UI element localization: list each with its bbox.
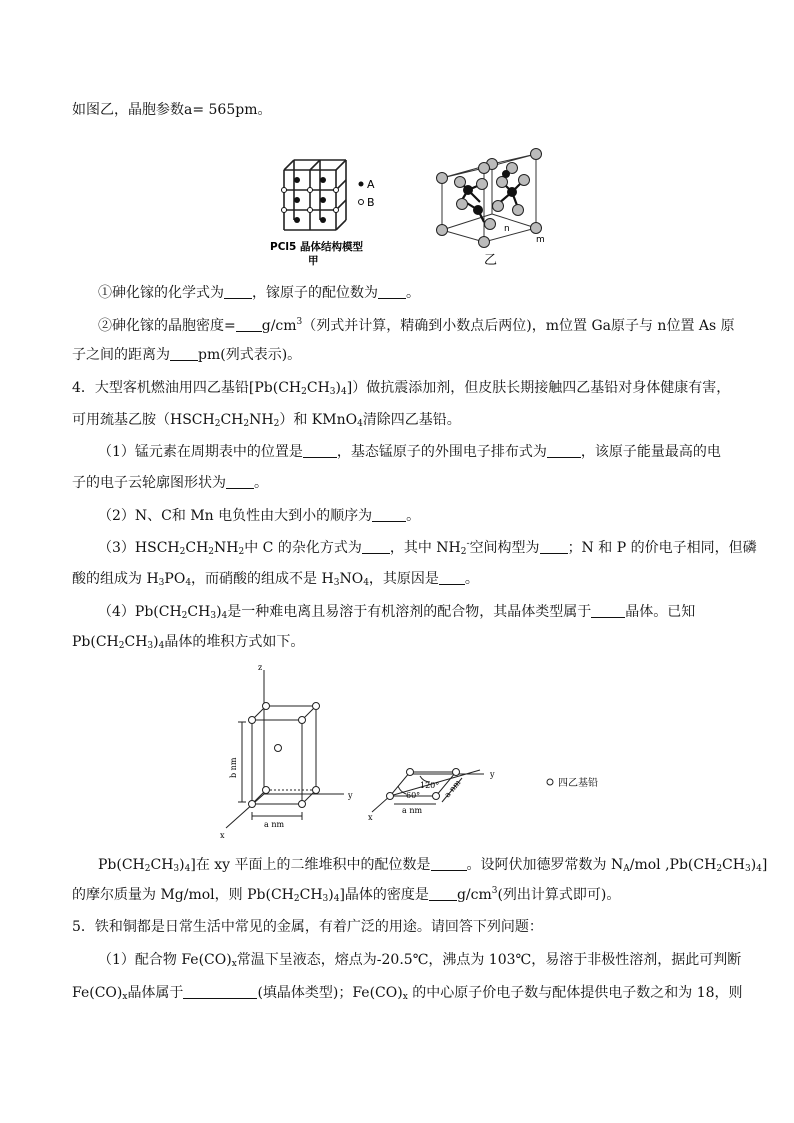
q5-part1-line-2: $Fe(CO)_x$晶体属于 (填晶体类型)；$Fe(CO)_x$ 的中心原子价电子数与配体提供电子数之和为 18，则	[72, 985, 743, 1002]
plane-x-label: x	[368, 813, 373, 822]
angle-60-label: 60°	[406, 791, 421, 800]
answer-blank[interactable]	[226, 474, 254, 489]
answer-blank[interactable]	[183, 984, 257, 999]
answer-blank[interactable]	[431, 856, 467, 871]
q3-line-2: ②砷化镓的晶胞密度= $g/cm^3$（列式并计算，精确到小数点后两位)，m位置 Ga原子与 n位置 As 原	[98, 317, 735, 334]
label-n: n	[504, 224, 510, 234]
answer-blank[interactable]	[439, 570, 465, 585]
legend-pb-label: 四乙基铅	[558, 778, 598, 789]
b-nm-label: b nm	[229, 757, 238, 778]
figure-label-yi: 乙	[484, 253, 498, 268]
q4-part3-line-2: 酸的组成为 $H_3PO_4$，而硝酸的组成不是 $H_3NO_4$，其原因是 。	[72, 571, 479, 588]
figure-label-jia: 甲	[308, 255, 319, 267]
q4-part1-line-1: （1）锰元素在周期表中的位置是 ，基态锰原子的外围电子排布式为 ，该原子能量最高的电	[98, 444, 721, 460]
intro-line: 如图乙，晶胞参数a= 565pm。	[72, 102, 272, 118]
plane-a-nm-label: a nm	[402, 806, 423, 815]
q4-intro-line-1: 4．大型客机燃油用四乙基铅$[Pb(CH_2CH_3)_4]$）做抗震添加剂，但皮肤长期接触四乙基铅对身体健康有害，	[72, 380, 731, 397]
axis-z-label: z	[258, 663, 263, 672]
answer-blank[interactable]	[303, 443, 337, 458]
gaas-unit-cell-diagram	[432, 138, 562, 268]
pcl5-caption: PCl5 晶体结构模型	[270, 241, 363, 253]
answer-blank[interactable]	[236, 317, 262, 332]
q4-part4-line-2: $Pb(CH_2CH_3)_4$晶体的堆积方式如下。	[72, 634, 305, 651]
q3-line-3: 子之间的距离为 pm(列式表示)。	[72, 347, 302, 363]
answer-blank[interactable]	[547, 443, 581, 458]
axis-y-label: y	[348, 791, 353, 800]
answer-blank[interactable]	[591, 603, 625, 618]
answer-blank[interactable]	[170, 346, 198, 361]
pb-stacking-diagram	[212, 662, 632, 842]
q4-part2-line: （2）N、C和 Mn 电负性由大到小的顺序为 。	[98, 508, 421, 524]
pcl5-lattice-diagram	[268, 150, 388, 272]
answer-blank[interactable]	[362, 539, 390, 554]
q4-part4-line-3: $Pb(CH_2CH_3)_4$]在 xy 平面上的二维堆积中的配位数是 。设阿伏加德罗常数为 $N_A$/mol $,Pb(CH_2CH_3)_4$]	[98, 857, 768, 874]
answer-blank[interactable]	[224, 284, 252, 299]
plane-a-nm-label-2: a nm	[442, 778, 463, 800]
a-nm-label: a nm	[264, 820, 285, 829]
angle-120-label: 120°	[420, 781, 440, 790]
label-m: m	[536, 235, 545, 245]
answer-blank[interactable]	[372, 507, 406, 522]
answer-blank[interactable]	[540, 539, 568, 554]
answer-blank[interactable]	[429, 886, 457, 901]
legend-a: A	[367, 178, 375, 191]
q4-part1-line-2: 子的电子云轮廓图形状为 。	[72, 475, 268, 491]
q4-intro-line-2: 可用巯基乙胺$(HSCH_2CH_2NH_2)$和 KMnO$_4$清除四乙基铅。	[72, 412, 461, 429]
q3-line-1: ①砷化镓的化学式为 ，镓原子的配位数为 。	[98, 285, 420, 301]
figure-gaas-unit-cell	[432, 138, 562, 268]
q4-part4-line-4: 的摩尔质量为 Mg/mol，则 $Pb(CH_2CH_3)_4$]晶体的密度是 $g/cm^3$(列出计算式即可)。	[72, 886, 621, 904]
q4-part4-line-1: $(4)Pb(CH_2CH_3)_4$是一种难电离且易溶于有机溶剂的配合物，其晶体类型属于 晶体。已知	[98, 604, 696, 621]
figure-pcl5-cubic-model	[268, 150, 388, 272]
answer-blank[interactable]	[378, 284, 406, 299]
plane-y-label: y	[490, 770, 495, 779]
q4-part3-line-1: $(3)HSCH_2CH_2NH_2$中 C 的杂化方式为 ，其中 $NH_2^-$空间构型为 ；N 和 P 的价电子相同，但磷	[98, 539, 757, 557]
axis-x-label: x	[220, 831, 225, 840]
q5-intro-line: 5．铁和铜都是日常生活中常见的金属，有着广泛的用途。请回答下列问题：	[72, 919, 543, 935]
q5-part1-line-1: （1）配合物 $Fe(CO)_x$常温下呈液态，熔点为-20.5℃，沸点为 103℃，易溶于非极性溶剂，据此可判断	[98, 952, 742, 969]
figure-pb-stacking	[212, 662, 632, 842]
legend-b: B	[367, 196, 375, 209]
